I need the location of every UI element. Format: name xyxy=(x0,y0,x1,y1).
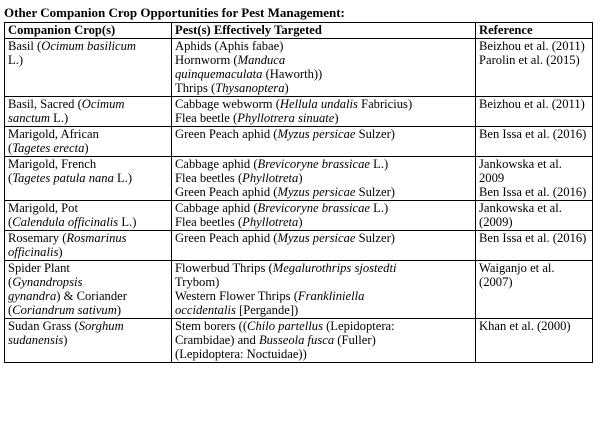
table-title: Other Companion Crop Opportunities for Pest Management: xyxy=(4,5,345,20)
reference-cell: Beizhou et al. (2011) Parolin et al. (2015) xyxy=(476,39,593,97)
table-row xyxy=(5,39,593,97)
reference-cell: Jankowska et al. (2009) xyxy=(476,201,593,231)
pests-cell: Cabbage aphid (Brevicoryne brassicae L.) Flea beetles (Phyllotreta) xyxy=(172,201,476,231)
crop-cell: Marigold, Pot (Calendula officinalis L.) xyxy=(5,201,172,231)
table-header-row xyxy=(5,23,593,39)
table-row xyxy=(5,157,593,201)
pests-cell: Aphids (Aphis fabae) Hornworm (Manduca quinquemaculata (Haworth)) Thrips (Thysanoptera) xyxy=(172,39,476,97)
reference-cell: Jankowska et al. 2009 Ben Issa et al. (2016) xyxy=(476,157,593,201)
crop-cell: Marigold, African (Tagetes erecta) xyxy=(5,127,172,157)
pests-cell: Cabbage aphid (Brevicoryne brassicae L.) Flea beetles (Phyllotreta) Green Peach aphid (Myzus persicae Sulzer) xyxy=(172,157,476,201)
crop-cell: Spider Plant (Gynandropsis gynandra) & Coriander (Coriandrum sativum) xyxy=(5,261,172,319)
companion-crop-table xyxy=(4,22,593,363)
pests-cell: Green Peach aphid (Myzus persicae Sulzer) xyxy=(172,231,476,261)
crop-cell: Marigold, French (Tagetes patula nana L.) xyxy=(5,157,172,201)
table-row xyxy=(5,201,593,231)
reference-cell: Waiganjo et al. (2007) xyxy=(476,261,593,319)
crop-cell: Basil (Ocimum basilicum L.) xyxy=(5,39,172,97)
pests-cell: Stem borers ((Chilo partellus (Lepidoptera: Crambidae) and Busseola fusca (Fuller) (Lepidoptera: Noctuidae)) xyxy=(172,319,476,363)
reference-cell: Beizhou et al. (2011) xyxy=(476,97,593,127)
pests-cell: Flowerbud Thrips (Megalurothrips sjostedti Trybom) Western Flower Thrips (Frankliniella occidentalis [Pergande]) xyxy=(172,261,476,319)
table-row xyxy=(5,127,593,157)
reference-cell: Khan et al. (2000) xyxy=(476,319,593,363)
crop-cell: Rosemary (Rosmarinus officinalis) xyxy=(5,231,172,261)
header-companion-crops: Companion Crop(s) xyxy=(5,23,172,39)
table-row xyxy=(5,231,593,261)
pests-cell: Cabbage webworm (Hellula undalis Fabricius) Flea beetle (Phyllotrera sinuate) xyxy=(172,97,476,127)
header-pests-targeted: Pest(s) Effectively Targeted xyxy=(172,23,476,39)
reference-cell: Ben Issa et al. (2016) xyxy=(476,127,593,157)
table-row xyxy=(5,97,593,127)
pests-cell: Green Peach aphid (Myzus persicae Sulzer) xyxy=(172,127,476,157)
crop-cell: Basil, Sacred (Ocimum sanctum L.) xyxy=(5,97,172,127)
table-row xyxy=(5,319,593,363)
table-row xyxy=(5,261,593,319)
header-reference: Reference xyxy=(476,23,593,39)
reference-cell: Ben Issa et al. (2016) xyxy=(476,231,593,261)
crop-cell: Sudan Grass (Sorghum sudanensis) xyxy=(5,319,172,363)
